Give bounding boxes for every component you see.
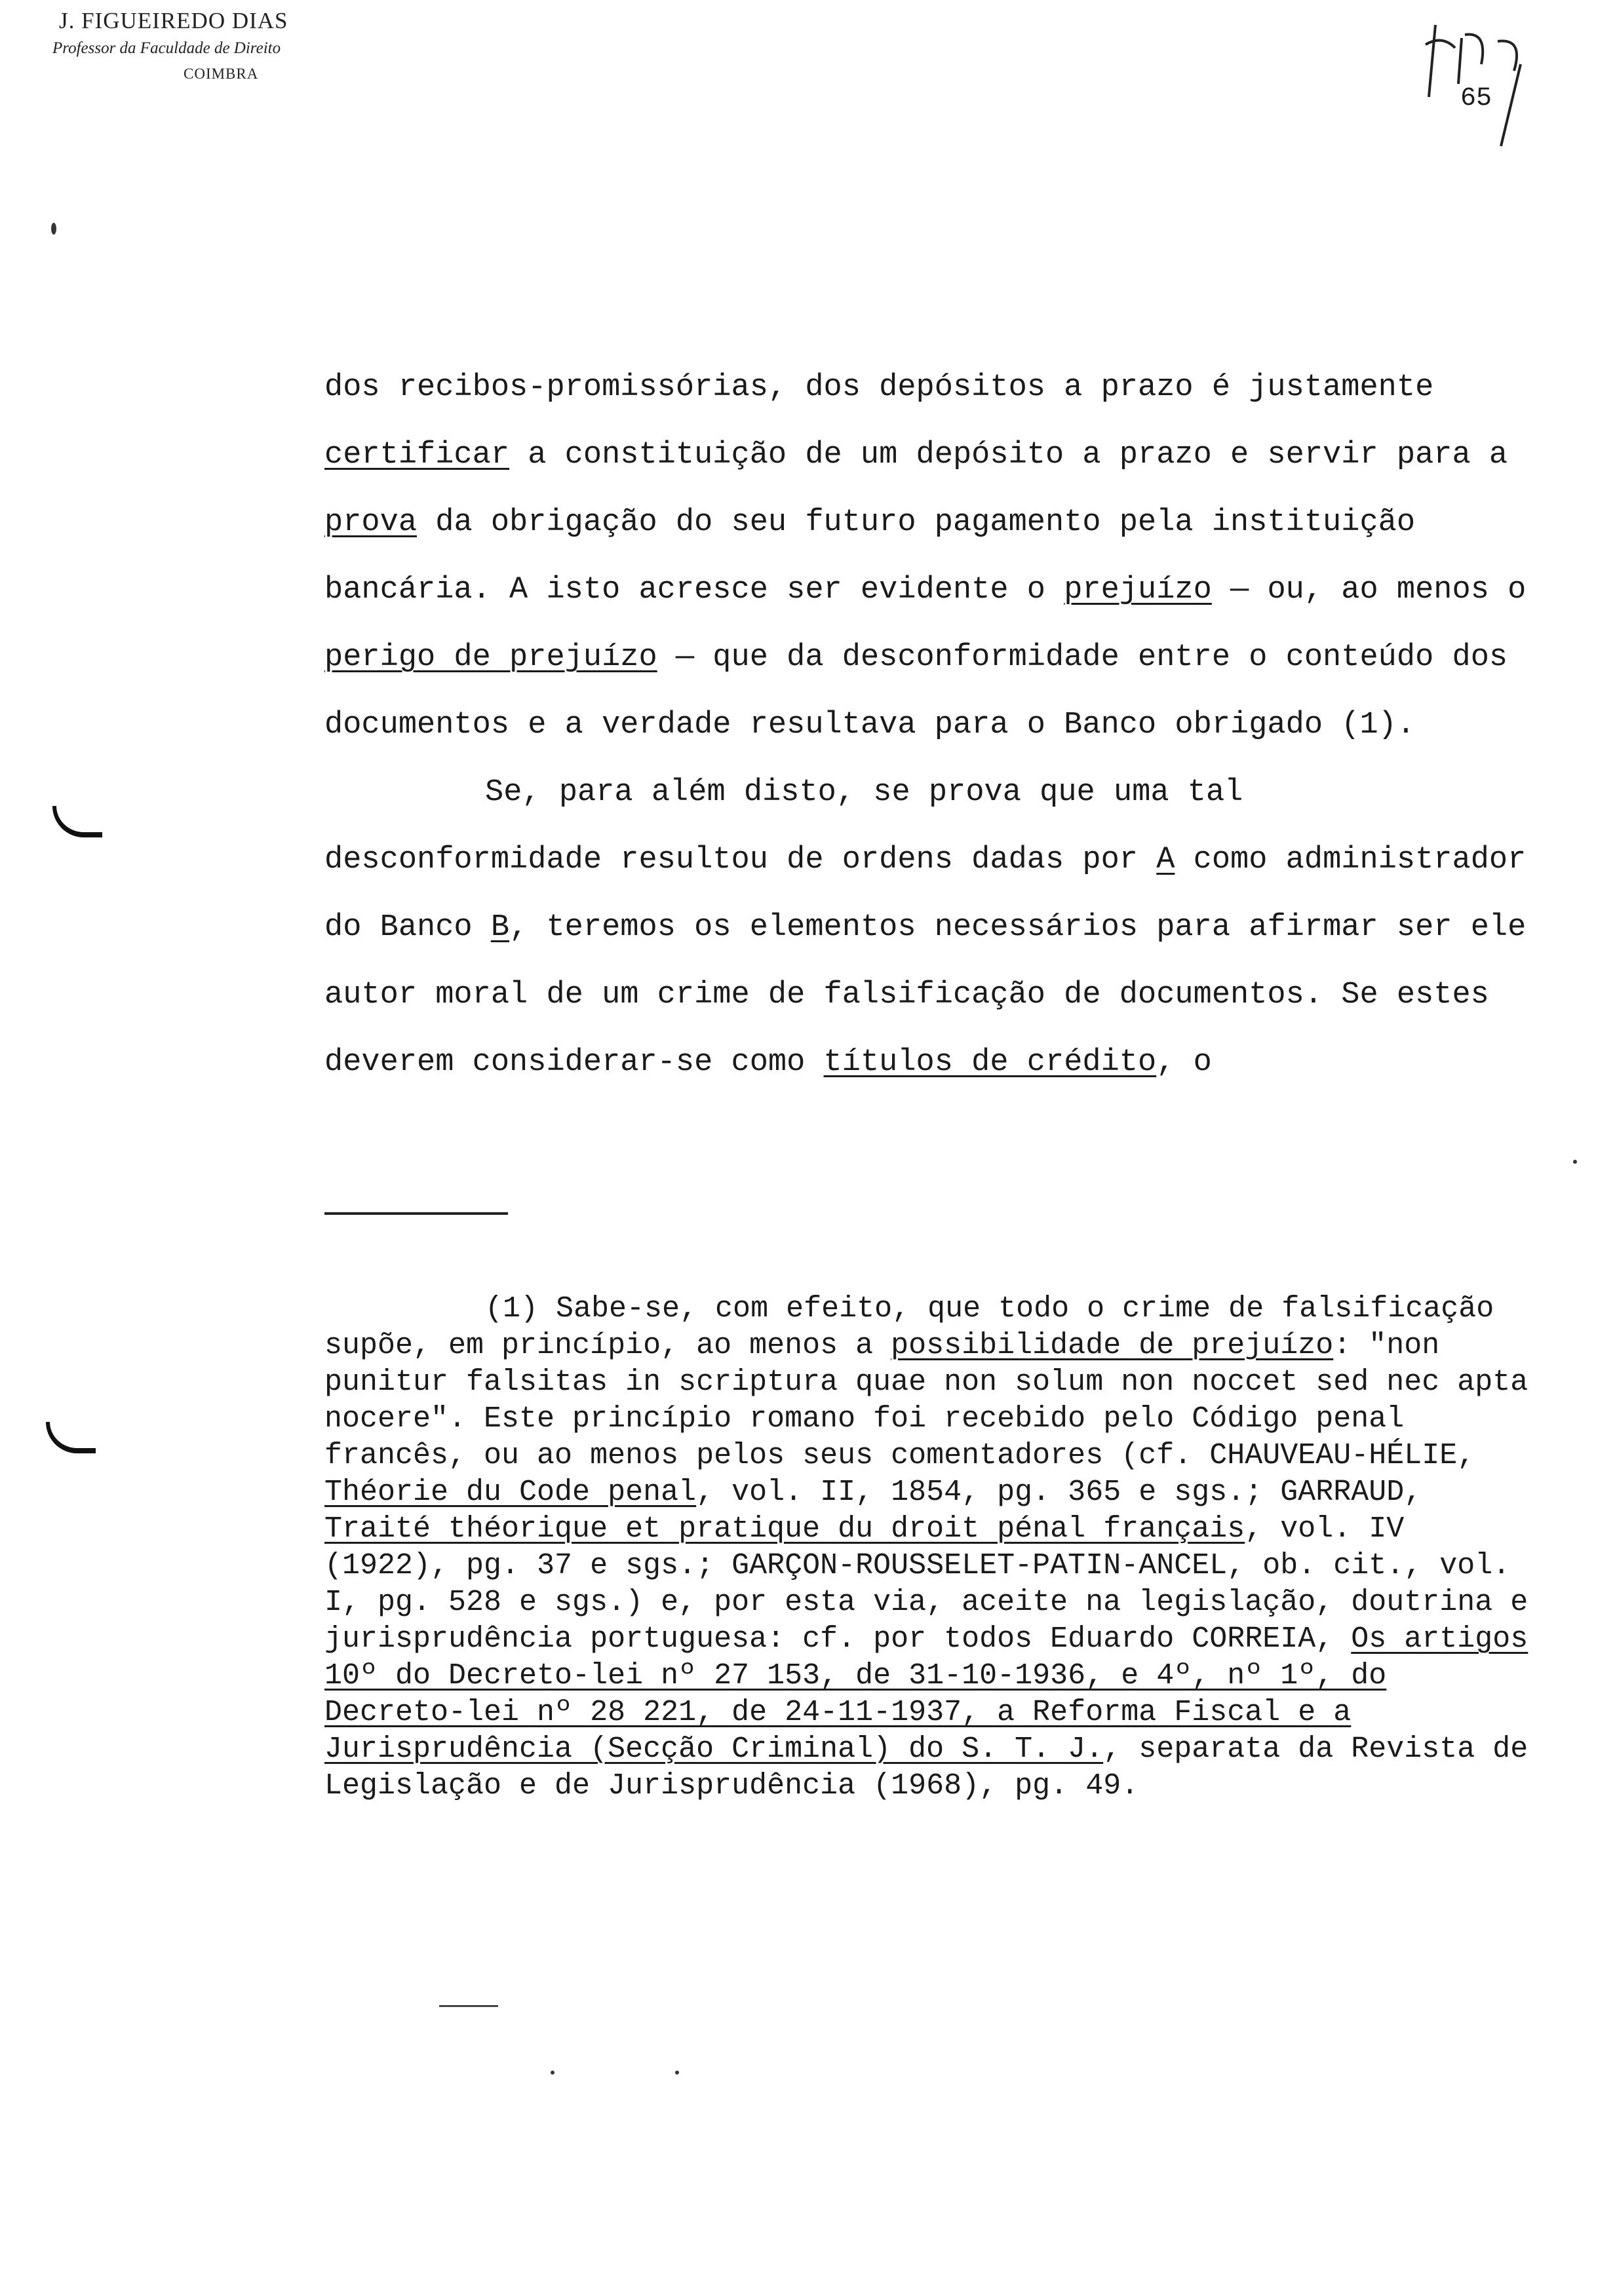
text-run: , vol. IV (1922), pg. 37 e sgs.; GARÇON-ROUSSELET-PATIN-ANCEL, ob. cit., vol. I, pg. 528 e sgs.) e, por esta via, aceite na legislação, doutrina e jurisprudência portuguesa: cf. por todos Eduardo CORREIA, xyxy=(324,1512,1528,1656)
scan-mark xyxy=(439,2005,498,2007)
letterhead-role: Professor da Faculdade de Direito xyxy=(52,39,281,57)
text-run: Se, para além disto, se prova que uma tal desconformidade resultou de ordens dadas por xyxy=(324,775,1243,877)
underlined-phrase: Traité théorique et pratique du droit pénal français xyxy=(324,1512,1245,1546)
paragraph-2 xyxy=(324,759,1537,1096)
text-run: , teremos os elementos necessários para afirmar ser ele autor moral de um crime de falsificação de documentos. Se estes deverem considerar-se como xyxy=(324,910,1527,1080)
text-run: , o xyxy=(1156,1045,1212,1080)
text-run: a constituição de um depósito a prazo e servir para a xyxy=(509,438,1508,472)
text-run: (1) Sabe-se, com efeito, que todo o crime de falsificação supõe, em princípio, ao menos a xyxy=(324,1292,1494,1362)
text-run: , separata da Revista de Legislação e de Jurisprudência (1968), pg. 49. xyxy=(324,1732,1528,1803)
letterhead-name: J. FIGUEIREDO DIAS xyxy=(59,8,288,33)
letterhead xyxy=(52,8,419,83)
scan-speck xyxy=(51,223,56,235)
footnote-1 xyxy=(324,1291,1537,1805)
underlined-phrase: B xyxy=(490,910,510,945)
text-run: como administrador do Banco xyxy=(324,843,1527,945)
underlined-phrase: prova xyxy=(324,505,418,540)
binder-hole-mark xyxy=(52,806,102,837)
underlined-phrase: títulos de crédito xyxy=(823,1045,1157,1080)
text-run: dos recibos-promissórias, dos depósitos a prazo é justamente xyxy=(324,370,1434,405)
text-run: — ou, ao menos o xyxy=(1211,573,1527,607)
underlined-phrase: Os artigos 10º do Decreto-lei nº 27 153, de 31-10-1936, e 4º, nº 1º, do Decreto-lei nº 28 221, de 24-11-1937, a Reforma Fiscal e a Jurisprudência (Secção Criminal) do S. T. J. xyxy=(324,1622,1528,1766)
scan-speck xyxy=(551,2071,555,2075)
text-run: da obrigação do seu futuro pagamento pela instituição bancária. A isto acresce ser evidente o xyxy=(324,505,1416,607)
underlined-phrase: possibilidade de prejuízo xyxy=(891,1329,1334,1362)
text-run: — que da desconformidade entre o conteúdo dos documentos e a verdade resultava para o Banco obrigado (1). xyxy=(324,640,1508,742)
paragraph-1 xyxy=(324,354,1537,759)
main-body xyxy=(324,354,1537,1096)
page-number: 65 xyxy=(1460,84,1492,113)
letterhead-city: COIMBRA xyxy=(184,66,259,82)
footnote xyxy=(324,1261,1537,1834)
binder-hole-mark xyxy=(46,1422,96,1453)
text-run: : "non punitur falsitas in scriptura quae non solum non noccet sed nec apta nocere". Este princípio romano foi recebido pelo Código penal francês, ou ao menos pelos seus comentadores (cf. CHAUVEAU-HÉLIE, xyxy=(324,1329,1528,1472)
scan-speck xyxy=(675,2071,679,2075)
underlined-phrase: perigo de prejuízo xyxy=(324,640,657,675)
footnote-separator xyxy=(324,1212,508,1215)
underlined-phrase: certificar xyxy=(324,438,510,472)
underlined-phrase: Théorie du Code penal xyxy=(324,1476,697,1509)
scan-speck xyxy=(1573,1160,1577,1164)
text-run: , vol. II, 1854, pg. 365 e sgs.; GARRAUD, xyxy=(696,1476,1422,1509)
underlined-phrase: prejuízo xyxy=(1064,573,1212,607)
underlined-phrase: A xyxy=(1156,843,1175,877)
